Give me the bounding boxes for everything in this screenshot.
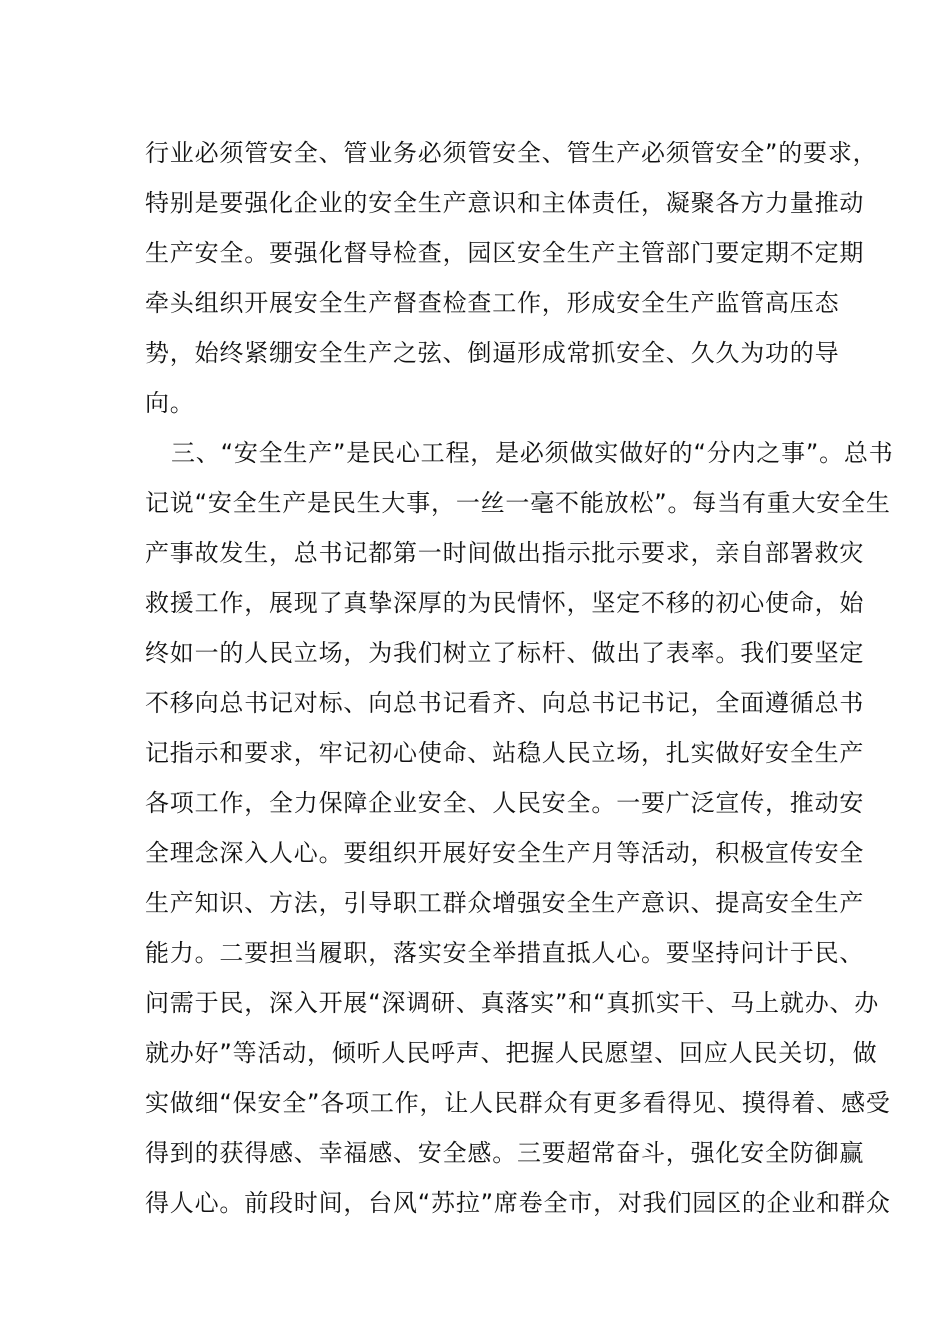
- text-line: 记指示和要求，牢记初心使命、站稳人民立场，扎实做好安全生产: [145, 739, 865, 767]
- text-line: 终如一的人民立场，为我们树立了标杆、做出了表率。我们要坚定: [145, 639, 865, 667]
- text-line: 势，始终紧绷安全生产之弦、倒逼形成常抓安全、久久为功的导: [145, 339, 840, 367]
- text-line: 救援工作，展现了真挚深厚的为民情怀，坚定不移的初心使命，始: [145, 589, 865, 617]
- text-line: 记说“安全生产是民生大事，一丝一毫不能放松”。每当有重大安全生: [145, 489, 891, 517]
- text-line: 产事故发生，总书记都第一时间做出指示批示要求，亲自部署救灾: [145, 539, 865, 567]
- text-line: 不移向总书记对标、向总书记看齐、向总书记书记，全面遵循总书: [145, 689, 865, 717]
- text-line: 实做细“保安全”各项工作，让人民群众有更多看得见、摸得着、感受: [145, 1089, 891, 1117]
- text-line: 得人心。前段时间，台风“苏拉”席卷全市，对我们园区的企业和群众: [145, 1189, 891, 1217]
- text-line: 得到的获得感、幸福感、安全感。三要超常奋斗，强化安全防御赢: [145, 1139, 865, 1167]
- text-line: 各项工作，全力保障企业安全、人民安全。一要广泛宣传，推动安: [145, 789, 865, 817]
- text-line: 能力。二要担当履职，落实安全举措直抵人心。要坚持问计于民、: [145, 939, 865, 967]
- text-line: 生产知识、方法，引导职工群众增强安全生产意识、提高安全生产: [145, 889, 865, 917]
- text-line: 行业必须管安全、管业务必须管安全、管生产必须管安全”的要求，: [145, 139, 878, 167]
- text-line: 特别是要强化企业的安全生产意识和主体责任，凝聚各方力量推动: [145, 189, 865, 217]
- text-line: 就办好”等活动，倾听人民呼声、把握人民愿望、回应人民关切，做: [145, 1039, 878, 1067]
- document-body: [145, 128, 894, 1228]
- text-line: 向。: [145, 389, 195, 417]
- text-line: 全理念深入人心。要组织开展好安全生产月等活动，积极宣传安全: [145, 839, 865, 867]
- text-line: 生产安全。要强化督导检查，园区安全生产主管部门要定期不定期: [145, 239, 865, 267]
- paragraph-2: [145, 428, 894, 1228]
- text-line: 三、“安全生产”是民心工程，是必须做实做好的“分内之事”。总书: [171, 439, 894, 467]
- text-line: 牵头组织开展安全生产督查检查工作，形成安全生产监管高压态: [145, 289, 840, 317]
- paragraph-1: [145, 128, 878, 428]
- text-line: 问需于民，深入开展“深调研、真落实”和“真抓实干、马上就办、办: [145, 989, 880, 1017]
